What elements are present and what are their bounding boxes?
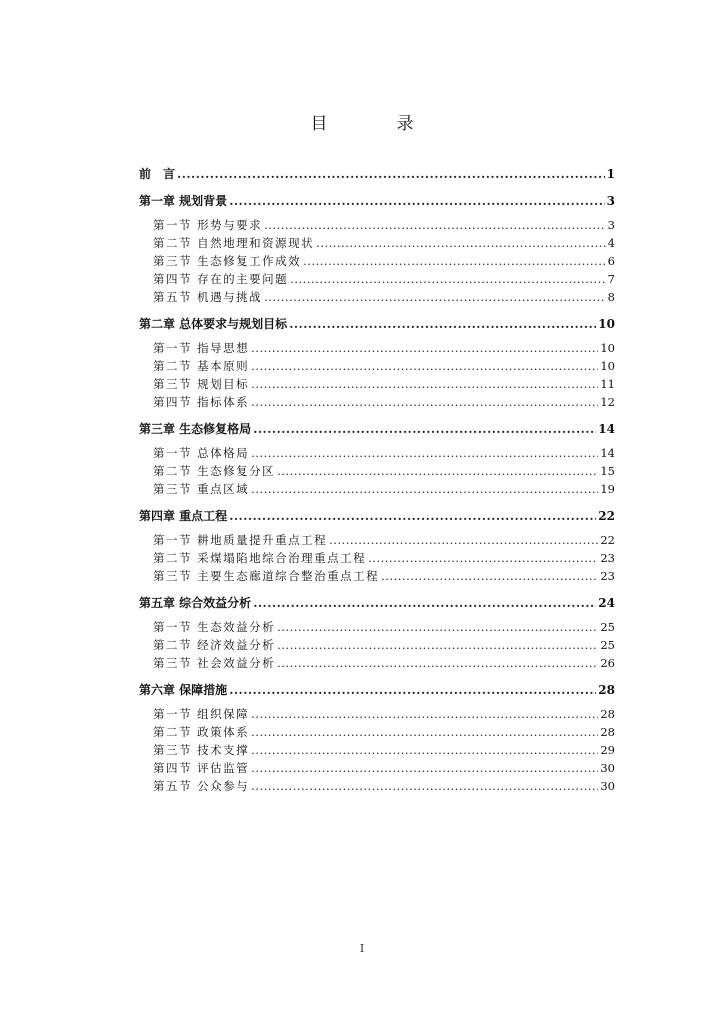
- toc-entry-page: 28: [600, 725, 615, 739]
- toc-entry-page: 30: [600, 779, 615, 793]
- toc-entry-label: 第一节 耕地质量提升重点工程: [153, 533, 328, 547]
- toc-entry-page: 19: [600, 482, 615, 496]
- toc-section-entry[interactable]: [139, 216, 615, 234]
- page-number: I: [359, 942, 365, 955]
- toc-section-entry[interactable]: [139, 444, 615, 462]
- toc-entry-page: 10: [600, 359, 615, 373]
- toc-leader-dots: [251, 480, 598, 498]
- toc-entry-label: 第四节 存在的主要问题: [153, 272, 289, 286]
- toc-leader-dots: [251, 357, 598, 375]
- toc-entry-label: 第四节 评估监管: [153, 761, 250, 775]
- page-title: 目 录: [310, 114, 440, 134]
- toc-entry-label: 第三节 技术支撑: [153, 743, 250, 757]
- toc-chapter-entry[interactable]: [139, 420, 615, 438]
- toc-leader-dots: [229, 192, 604, 210]
- toc-entry-page: 29: [600, 743, 615, 757]
- toc-leader-dots: [264, 216, 606, 234]
- toc-leader-dots: [253, 420, 596, 438]
- toc-chapter-entry[interactable]: [139, 507, 615, 525]
- toc-leader-dots: [251, 777, 598, 795]
- toc-entry-page: 6: [607, 254, 615, 268]
- toc-entry-page: 25: [600, 638, 615, 652]
- toc-section-entry[interactable]: [139, 393, 615, 411]
- toc-entry-page: 3: [606, 194, 615, 208]
- toc-leader-dots: [253, 594, 596, 612]
- toc-leader-dots: [251, 444, 598, 462]
- toc-entry-page: 26: [600, 656, 615, 670]
- toc-entry-label: 第一节 生态效益分析: [153, 620, 276, 634]
- toc-entry-label: 第二节 基本原则: [153, 359, 250, 373]
- toc-entry-page: 15: [600, 464, 615, 478]
- toc-leader-dots: [277, 654, 598, 672]
- toc-entry-page: 1: [606, 167, 615, 181]
- toc-leader-dots: [251, 339, 598, 357]
- toc-entry-label: 第五节 公众参与: [153, 779, 250, 793]
- toc-entry-label: 前 言: [139, 167, 176, 181]
- toc-leader-dots: [277, 636, 598, 654]
- toc-section-entry[interactable]: [139, 462, 615, 480]
- toc-section-entry[interactable]: [139, 723, 615, 741]
- toc-chapter-entry[interactable]: [139, 681, 615, 699]
- toc-leader-dots: [251, 759, 598, 777]
- toc-leader-dots: [290, 270, 606, 288]
- toc-section-entry[interactable]: [139, 234, 615, 252]
- toc-entry-label: 第一节 组织保障: [153, 707, 250, 721]
- toc-leader-dots: [316, 234, 606, 252]
- toc-section-entry[interactable]: [139, 480, 615, 498]
- toc-leader-dots: [289, 315, 596, 333]
- toc-entry-page: 14: [598, 422, 615, 436]
- toc-leader-dots: [277, 618, 598, 636]
- toc-leader-dots: [229, 681, 596, 699]
- toc-entry-label: 第四节 指标体系: [153, 395, 250, 409]
- toc-section-entry[interactable]: [139, 741, 615, 759]
- toc-entry-label: 第二节 自然地理和资源现状: [153, 236, 315, 250]
- toc-entry-label: 第二节 政策体系: [153, 725, 250, 739]
- toc-entry-page: 30: [600, 761, 615, 775]
- toc-chapter-entry[interactable]: [139, 165, 615, 183]
- toc-leader-dots: [177, 165, 605, 183]
- toc-section-entry[interactable]: [139, 531, 615, 549]
- toc-entry-page: 4: [607, 236, 615, 250]
- toc-section-entry[interactable]: [139, 288, 615, 306]
- toc-entry-label: 第二节 采煤塌陷地综合治理重点工程: [153, 551, 367, 565]
- toc-section-entry[interactable]: [139, 339, 615, 357]
- toc-entry-page: 10: [598, 317, 615, 331]
- toc-entry-page: 14: [600, 446, 615, 460]
- toc-entry-label: 第三节 社会效益分析: [153, 656, 276, 670]
- toc-entry-page: 3: [607, 218, 615, 232]
- table-of-contents: [139, 165, 615, 795]
- toc-section-entry[interactable]: [139, 567, 615, 585]
- toc-entry-page: 23: [600, 569, 615, 583]
- toc-leader-dots: [368, 549, 598, 567]
- toc-entry-page: 23: [600, 551, 615, 565]
- toc-section-entry[interactable]: [139, 375, 615, 393]
- toc-entry-label: 第六章 保障措施: [139, 683, 228, 697]
- toc-section-entry[interactable]: [139, 357, 615, 375]
- toc-entry-label: 第一章 规划背景: [139, 194, 228, 208]
- toc-entry-page: 8: [607, 290, 615, 304]
- toc-leader-dots: [251, 375, 598, 393]
- toc-section-entry[interactable]: [139, 654, 615, 672]
- toc-section-entry[interactable]: [139, 759, 615, 777]
- toc-leader-dots: [251, 741, 598, 759]
- toc-entry-label: 第三节 重点区域: [153, 482, 250, 496]
- toc-entry-page: 7: [607, 272, 615, 286]
- toc-section-entry[interactable]: [139, 618, 615, 636]
- toc-chapter-entry[interactable]: [139, 192, 615, 210]
- toc-leader-dots: [251, 723, 598, 741]
- toc-entry-page: 12: [600, 395, 615, 409]
- toc-entry-label: 第四章 重点工程: [139, 509, 228, 523]
- toc-entry-page: 11: [600, 377, 615, 391]
- toc-entry-page: 25: [600, 620, 615, 634]
- toc-entry-page: 24: [598, 596, 615, 610]
- toc-section-entry[interactable]: [139, 705, 615, 723]
- toc-entry-label: 第三节 主要生态廊道综合整治重点工程: [153, 569, 380, 583]
- toc-leader-dots: [381, 567, 598, 585]
- toc-entry-label: 第二章 总体要求与规划目标: [139, 317, 288, 331]
- toc-chapter-entry[interactable]: [139, 315, 615, 333]
- toc-leader-dots: [329, 531, 598, 549]
- toc-chapter-entry[interactable]: [139, 594, 615, 612]
- toc-section-entry[interactable]: [139, 636, 615, 654]
- toc-leader-dots: [277, 462, 598, 480]
- toc-entry-label: 第一节 总体格局: [153, 446, 250, 460]
- toc-leader-dots: [251, 393, 598, 411]
- toc-leader-dots: [251, 705, 598, 723]
- toc-leader-dots: [303, 252, 606, 270]
- toc-entry-label: 第五章 综合效益分析: [139, 596, 252, 610]
- toc-entry-label: 第二节 生态修复分区: [153, 464, 276, 478]
- toc-entry-label: 第一节 指导思想: [153, 341, 250, 355]
- toc-entry-page: 22: [598, 509, 615, 523]
- toc-entry-label: 第三节 规划目标: [153, 377, 250, 391]
- toc-leader-dots: [264, 288, 606, 306]
- toc-entry-label: 第一节 形势与要求: [153, 218, 263, 232]
- toc-entry-page: 22: [600, 533, 615, 547]
- toc-entry-page: 28: [600, 707, 615, 721]
- toc-section-entry[interactable]: [139, 777, 615, 795]
- toc-entry-page: 28: [598, 683, 615, 697]
- toc-section-entry[interactable]: [139, 252, 615, 270]
- toc-entry-page: 10: [600, 341, 615, 355]
- toc-section-entry[interactable]: [139, 549, 615, 567]
- toc-entry-label: 第三章 生态修复格局: [139, 422, 252, 436]
- toc-section-entry[interactable]: [139, 270, 615, 288]
- toc-entry-label: 第五节 机遇与挑战: [153, 290, 263, 304]
- toc-leader-dots: [229, 507, 596, 525]
- toc-entry-label: 第二节 经济效益分析: [153, 638, 276, 652]
- toc-entry-label: 第三节 生态修复工作成效: [153, 254, 302, 268]
